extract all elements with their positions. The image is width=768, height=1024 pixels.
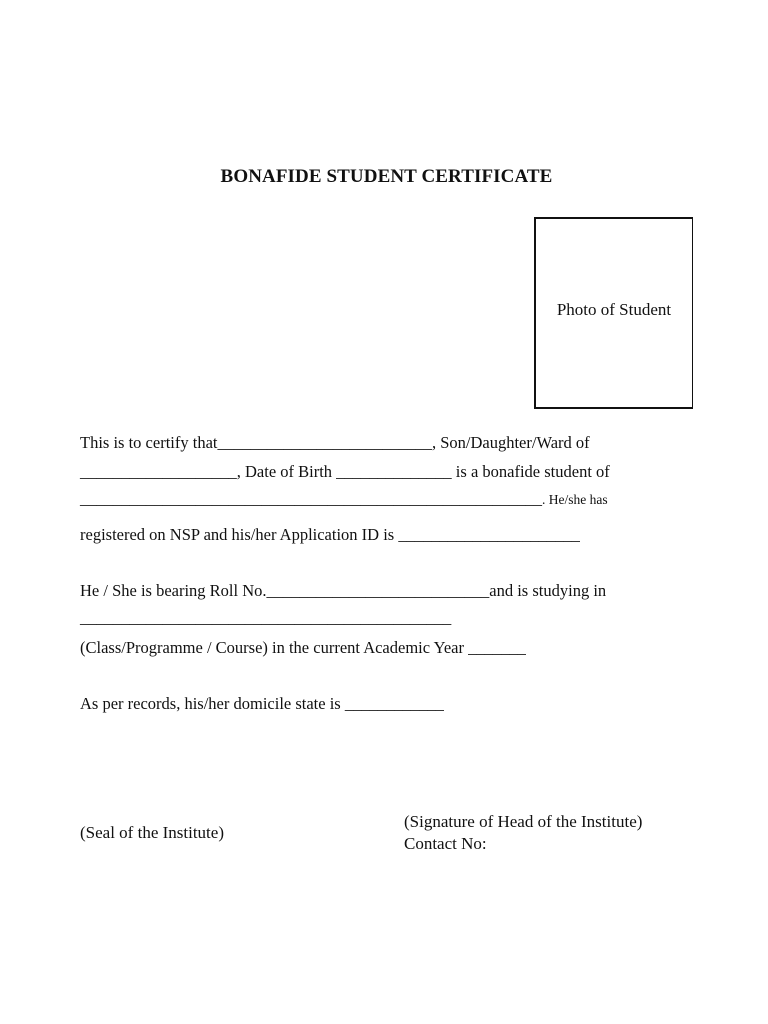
class-blank-line: _____________________________________________ [80,608,452,627]
signature-label: (Signature of Head of the Institute) [404,812,643,831]
application-id-line: registered on NSP and his/her Application ID is ______________________ [80,525,580,544]
student-photo-box [534,217,693,409]
seal-label: (Seal of the Institute) [80,823,224,842]
he-she-has-text: . He/she has [542,492,608,507]
certify-line: This is to certify that__________________________, Son/Daughter/Ward of [80,433,590,452]
roll-no-line: He / She is bearing Roll No.___________________________and is studying in [80,581,607,600]
domicile-line: As per records, his/her domicile state is ____________ [80,694,444,713]
photo-label: Photo of Student [556,300,672,319]
institute-blank: ________________________________________________________ [80,489,542,508]
contact-label: Contact No: [404,834,487,853]
institute-line [80,489,608,509]
dob-line: ___________________, Date of Birth ______________ is a bonafide student of [80,462,610,481]
certificate-title: BONAFIDE STUDENT CERTIFICATE [220,166,553,187]
academic-year-line: (Class/Programme / Course) in the current Academic Year _______ [80,638,526,657]
